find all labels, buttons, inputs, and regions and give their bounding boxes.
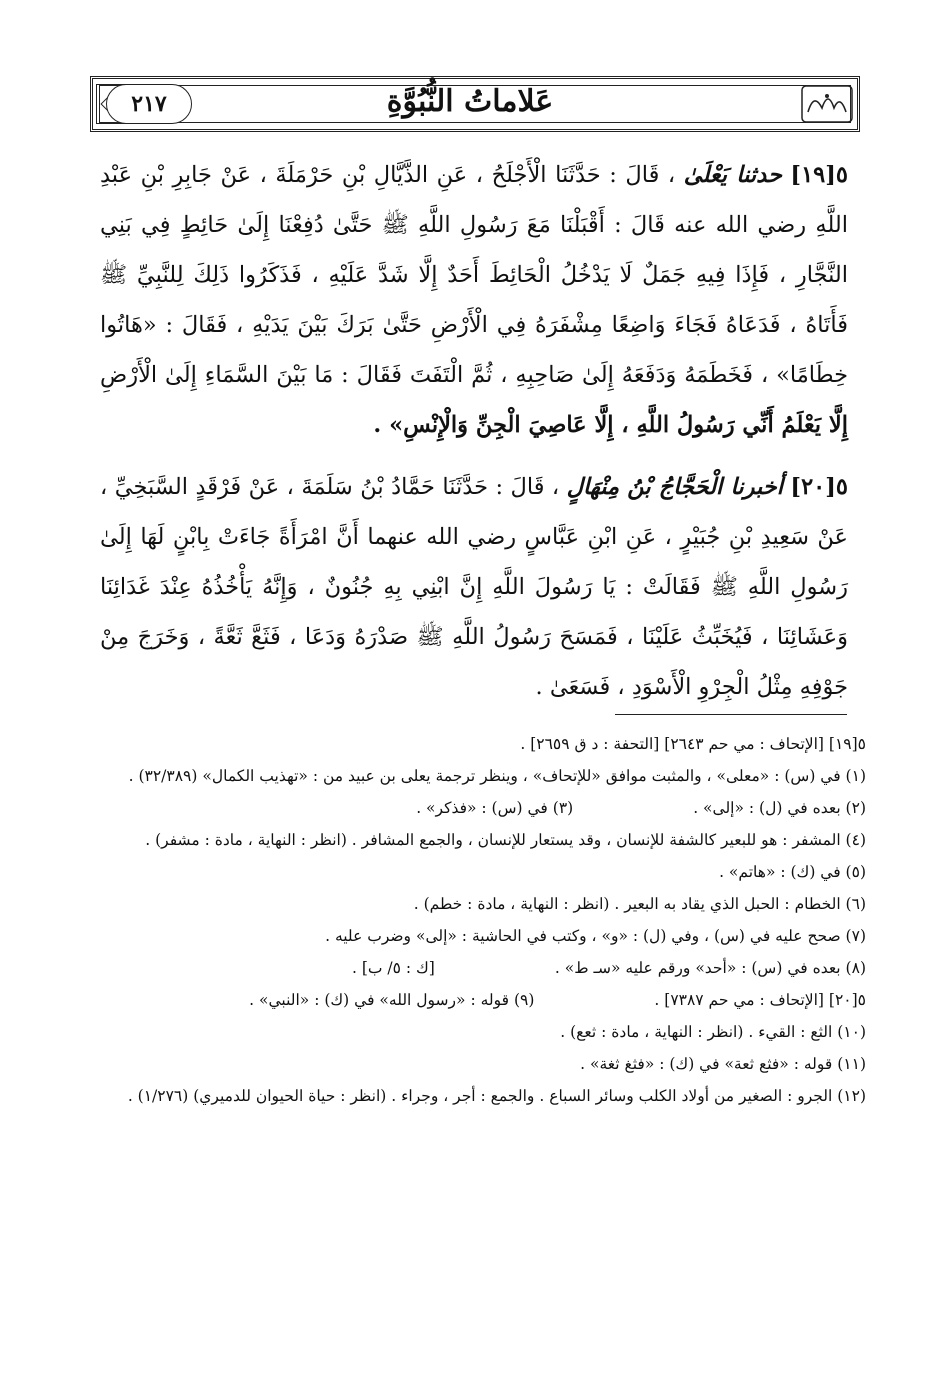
footnote-row-2-3 [98, 792, 866, 824]
hadith-19-text: ، قَالَ : حَدَّثَنَا الْأَجْلَحُ ، عَنِ الذَّيَّالِ بْنِ حَرْمَلَةَ ، عَنْ جَابِرِ بْنِ عَبْدِ اللَّهِ رضي الله عنه قَالَ : أَقْبَلْنَا مَعَ رَسُولِ اللَّهِ ﷺ حَتَّىٰ دُفِعْنَا إِلَىٰ حَائِطٍ فِي بَنِي النَّجَّارِ ، فَإِذَا فِيهِ جَمَلٌ لَا يَدْخُلُ الْحَائِطَ أَحَدٌ إِلَّا شَدَّ عَلَيْهِ ، فَذَكَرُوا ذَلِكَ لِلنَّبِيِّ ﷺ فَأَتَاهُ ، فَدَعَاهُ فَجَاءَ وَاضِعًا مِشْفَرَهُ فِي الْأَرْضِ حَتَّىٰ بَرَكَ بَيْنَ يَدَيْهِ ، فَقَالَ : «هَاتُوا خِطَامًا» ، فَخَطَمَهُ وَدَفَعَهُ إِلَىٰ صَاحِبِهِ ، ثُمَّ الْتَفَتَ فَقَالَ : مَا بَيْنَ السَّمَاءِ إِلَىٰ الْأَرْضِ [100, 162, 848, 388]
hadith-20 [100, 462, 848, 712]
hadith-20-text: ، قَالَ : حَدَّثَنَا حَمَّادُ بْنُ سَلَمَةَ ، عَنْ فَرْقَدٍ السَّبَخِيِّ ، عَنْ سَعِيدِ بْنِ جُبَيْرٍ ، عَنِ ابْنِ عَبَّاسٍ رضي الله عنهما أَنَّ امْرَأَةً جَاءَتْ بِابْنٍ لَهَا إِلَىٰ رَسُولِ اللَّهِ ﷺ فَقَالَتْ : يَا رَسُولَ اللَّهِ إِنَّ ابْنِي بِهِ جُنُونٌ ، وَإِنَّهُ يَأْخُذُهُ عِنْدَ غَدَائِنَا وَعَشَائِنَا ، فَيُخَبِّثُ عَلَيْنَا ، فَمَسَحَ رَسُولُ اللَّهِ ﷺ صَدْرَهُ وَدَعَا ، فَثَعَّ ثَعَّةً ، وَخَرَجَ مِنْ جَوْفِهِ مِثْلُ الْجِرْوِ الْأَسْوَدِ ، فَسَعَىٰ . [100, 474, 848, 700]
main-text [100, 150, 848, 724]
footnote-8: (٨) بعده في (س) : «أحد» ورقم عليه «سـ ط» . [554, 959, 866, 977]
footnote-5: (٥) في (ك) : «هاتم» . [719, 863, 866, 881]
hadith-19-matn-end: إِلَّا يَعْلَمُ أَنِّي رَسُولُ اللَّهِ ، إِلَّا عَاصِيَ الْجِنِّ وَالْإِنْسِ» . [373, 412, 848, 438]
hadith-19-source: حدثنا يَعْلَىٰ [683, 162, 782, 188]
page-number [106, 84, 192, 124]
hadith-20-source: أخبرنا الْحَجَّاجُ بْنُ مِنْهَالٍ [566, 474, 783, 500]
footnote-9: (٩) قوله : «رسول الله» في (ك) : «النبي» . [249, 991, 535, 1009]
footnote-2: (٢) بعده في (ل) : «إلى» . [693, 799, 866, 817]
logo-seal-icon [800, 82, 854, 126]
footnote-7: (٧) صحح عليه في (س) ، وفي (ل) : «و» ، وكتب في الحاشية : «إلى» وضرب عليه . [325, 927, 866, 945]
footnote-11: (١١) قوله : «فثع ثعة» في (ك) : «فثغ ثغة» . [580, 1055, 866, 1073]
footnote-4: (٤) المشفر : هو للبعير كالشفة للإنسان ، وقد يستعار للإنسان ، والجمع المشافر . (انظر : النهاية ، مادة : مشفر) . [145, 831, 866, 849]
hadith-19 [100, 150, 848, 450]
footnote-ref-20: ٥[٢٠] [الإتحاف : مي حم ٧٣٨٧] . [654, 991, 866, 1009]
hadith-20-number: ٥[٢٠] [790, 474, 848, 500]
book-title: عَلاماتُ النُّبُوَّةِ [386, 83, 554, 119]
footnote-row-8 [98, 952, 866, 984]
footnote-row-20 [98, 984, 866, 1016]
footnote-3: (٣) في (س) : «فذكر» . [416, 799, 574, 817]
page-number-text: ٢١٧ [131, 91, 167, 117]
footnote-1: (١) في (س) : «معلى» ، والمثبت موافق «للإتحاف» ، وينظر ترجمة يعلى بن عبيد من : «تهذيب الكمال» (٣٢/٣٨٩) . [128, 767, 866, 785]
footnote-divider [615, 714, 847, 715]
footnote-ref-19: ٥[١٩] [الإتحاف : مي حم ٢٦٤٣] [التحفة : د ق ٢٦٥٩] . [520, 735, 866, 753]
footnote-10: (١٠) الثع : القيء . (انظر : النهاية ، مادة : ثعع) . [560, 1023, 866, 1041]
manuscript-folio-ref: [ك : ٥/ ب] . [351, 959, 435, 977]
publisher-logo [800, 82, 854, 126]
footnote-6: (٦) الخطام : الحبل الذي يقاد به البعير . (انظر : النهاية ، مادة : خطم) . [413, 895, 866, 913]
footnotes [98, 728, 866, 1112]
footnote-12: (١٢) الجرو : الصغير من أولاد الكلب وسائر السباع . والجمع : أجر ، وجراء . (انظر : حياة الحيوان للدميري) (١/٢٧٦) . [127, 1087, 866, 1105]
hadith-19-number: ٥[١٩] [790, 162, 848, 188]
